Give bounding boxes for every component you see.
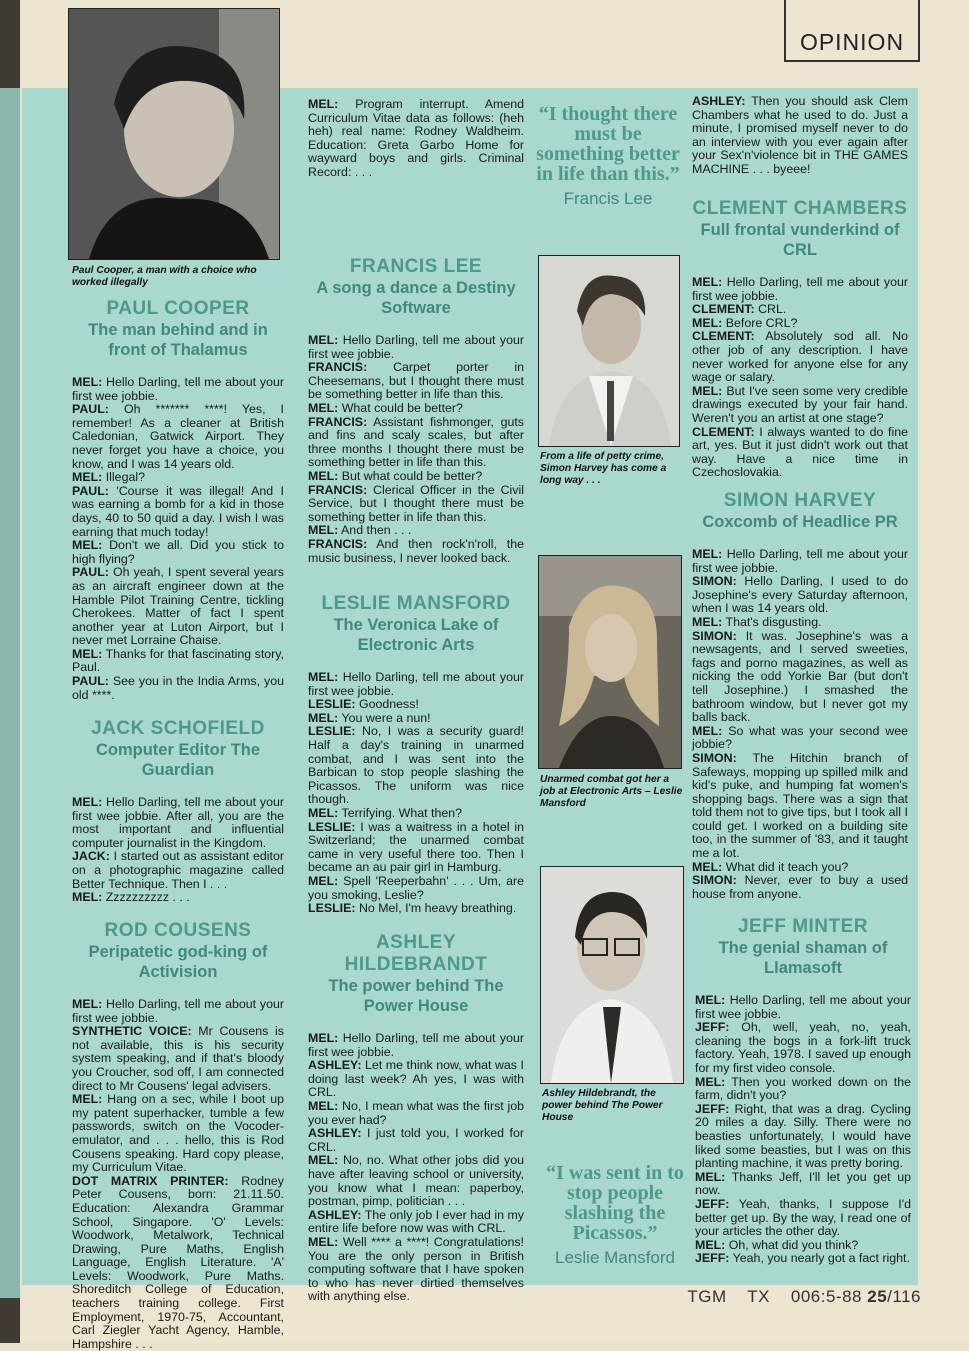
article-francis-lee	[308, 256, 524, 565]
speech-text: Hello Darling, tell me about your first wee jobbie.	[308, 670, 524, 698]
speaker-label: MEL:	[692, 275, 723, 289]
speaker-label: LESLIE:	[308, 901, 356, 916]
speaker-label: MEL:	[308, 710, 339, 725]
caption-leslie-mansford: Unarmed combat got her a job at Electronic Arts – Leslie Mansford	[540, 774, 683, 809]
speech-text: No Mel, I'm heavy breathing.	[355, 901, 517, 916]
interviewee-name: ASHLEY HILDEBRANDT	[344, 932, 488, 975]
speech-text: See you in the India Arms, you old ****.	[72, 674, 284, 702]
photo-paul-cooper	[68, 8, 280, 260]
speech-text: Hello Darling, tell me about your first wee jobbie.	[72, 375, 284, 403]
portrait-image	[539, 556, 681, 768]
interview-text	[695, 994, 911, 1266]
speaker-label: MEL:	[308, 1098, 339, 1113]
speech-text: Hello Darling, tell me about your first wee jobbie.	[308, 333, 524, 361]
speech-text: Well **** a ****! Congratulations! You are the only person in British computing software that I have spoken to who has never dirtied themselves with anything else.	[308, 1234, 524, 1304]
speaker-label: PAUL:	[72, 565, 109, 580]
speaker-label: LESLIE:	[308, 697, 356, 712]
speech-text: Mr Cousens is not available, this is his security system speaking, and if that's bloody you Croucher, sod off, I am connected direct to Mr Cousens' legal advisers.	[72, 1024, 284, 1093]
speaker-label: MEL:	[308, 1234, 339, 1249]
speaker-label: MEL:	[695, 993, 726, 1007]
speaker-label: SIMON:	[692, 628, 737, 643]
speech-text: Never, ever to buy a used house from anyone.	[692, 873, 908, 901]
speech-text: And then . . .	[338, 523, 412, 538]
pull-quote-attribution: Francis Lee	[563, 189, 653, 208]
speaker-label: MEL:	[308, 523, 339, 538]
article-paul-cooper	[72, 298, 284, 702]
photo-ashley-hildebrandt	[540, 866, 684, 1084]
article-ashley-hildebrandt-continued	[692, 95, 908, 177]
speaker-label: SIMON:	[692, 873, 737, 888]
interviewee-name: PAUL COOPER	[106, 298, 250, 319]
speech-text: Hello Darling, tell me about your first wee jobbie.	[692, 275, 908, 303]
speech-text: What could be better?	[338, 400, 463, 415]
speech-text: CRL.	[754, 302, 787, 317]
speaker-label: PAUL:	[72, 402, 109, 417]
speech-text: Clerical Officer in the Civil Service, but I thought there must be something better in life than this.	[308, 482, 524, 524]
speech-text: Hello Darling, tell me about your first wee jobbie.	[72, 997, 284, 1025]
interview-text	[692, 276, 908, 480]
speaker-label: ASHLEY:	[308, 1207, 362, 1222]
speaker-label: PAUL:	[72, 674, 109, 689]
article-simon-harvey	[692, 490, 908, 901]
section-title: OPINION	[799, 29, 905, 55]
speech-text: Yeah, you nearly got a fact right.	[729, 1251, 910, 1266]
footer-page-total: /116	[887, 1287, 921, 1306]
speech-text: Illegal?	[102, 470, 145, 485]
interview-text	[72, 998, 284, 1351]
speech-text: Thanks for that fascinating story, Paul.	[72, 646, 284, 675]
speaker-label: LESLIE:	[308, 724, 356, 739]
speech-text: Carpet porter in Cheesemans, but I thought there must be something better in life than this.	[308, 360, 524, 402]
footer-page-number: 25	[867, 1287, 888, 1306]
speech-text: Before CRL?	[722, 315, 798, 330]
speaker-label: CLEMENT:	[692, 424, 755, 439]
speaker-label: MEL:	[72, 538, 103, 553]
page-footer	[687, 1287, 921, 1307]
portrait-image	[539, 256, 679, 446]
speech-text: Let me think now, what was I doing last week? Ah yes, I was with CRL.	[308, 1058, 524, 1100]
portrait-image	[69, 9, 279, 259]
interview-text	[692, 548, 908, 901]
speaker-label: MEL:	[308, 400, 339, 415]
speaker-label: CLEMENT:	[692, 302, 755, 317]
speaker-label: JEFF:	[695, 1196, 730, 1211]
speech-text: Hang on a sec, while I boot up my patent superhacker, tumble a few passwords, switch on the Vocoder-emulator, and . . . hello, this is Rod Cousens speaking. Hard copy please, my Curriculum Vitae.	[72, 1092, 284, 1175]
speaker-label: MEL:	[72, 890, 103, 905]
interviewee-name: ROD COUSENS	[104, 920, 252, 941]
pull-quote-attribution: Leslie Mansford	[554, 1248, 675, 1267]
footer-magazine: TGM	[687, 1287, 727, 1306]
speaker-label: MEL:	[72, 1092, 103, 1107]
speech-text: Spell 'Reeperbahn' . . . Um, are you smoking, Leslie?	[308, 873, 524, 902]
footer-tx: TX	[747, 1287, 770, 1306]
speaker-label: SYNTHETIC VOICE:	[72, 1024, 192, 1039]
speaker-label: MEL:	[308, 873, 339, 888]
speaker-label: MEL:	[308, 1031, 339, 1045]
speech-text: I always wanted to do fine art, yes. But it just didn't work out that way. Have a nice time in Czechoslovakia.	[692, 424, 908, 480]
speaker-label: CLEMENT:	[692, 329, 755, 344]
caption-ashley-hildebrandt: Ashley Hildebrandt, the power behind The Power House	[542, 1088, 663, 1123]
speech-text: Oh, what did you think?	[725, 1237, 859, 1252]
speech-text: Program interrupt. Amend Curriculum Vitae data as follows: (heh heh) real name: Rodney Waldheim. Education: Greta Garbo Home for wayward boys and girls. Criminal Record: . . .	[308, 97, 524, 179]
speech-text: But I've seen some very credible drawings executed by your fair hand. Weren't you an artist at one stage?	[692, 383, 908, 425]
speaker-label: FRANCIS:	[308, 414, 368, 429]
interview-text	[692, 95, 908, 177]
speech-text: And then rock'n'roll, the music business, I never looked back.	[308, 536, 524, 565]
speaker-label: MEL:	[72, 795, 103, 809]
caption-simon-harvey: From a life of petty crime, Simon Harvey has come a long way . . .	[540, 451, 667, 486]
speech-text: That's disgusting.	[722, 614, 822, 629]
speech-text: No, no. What other jobs did you have after leaving school or university, you know what I mean: paperboy, postman, pimp, politician . . .	[308, 1153, 524, 1209]
speaker-label: MEL:	[308, 333, 339, 347]
speech-text: Thanks Jeff, I'll let you get up now.	[695, 1169, 911, 1198]
speaker-label: ASHLEY:	[308, 1126, 362, 1141]
speech-text: I was a waitress in a hotel in Switzerland; the unarmed combat came in very useful there too. Then I became an au pair girl in Hamburg.	[308, 819, 524, 875]
interview-text	[72, 376, 284, 702]
section-header	[784, 0, 920, 62]
interviewee-name: JEFF MINTER	[737, 916, 869, 937]
footer-issue: 006:5-88	[790, 1287, 863, 1306]
speech-text: The only job I ever had in my entire life before now was with CRL.	[308, 1207, 524, 1236]
speech-text: Absolutely sod all. No other job of any description. I have never worked for anyone else for any wage or salary.	[692, 329, 908, 385]
speech-text: I started out as assistant editor on a photographic magazine called Better Technique. Then I . . .	[72, 849, 284, 891]
speaker-label: JEFF:	[695, 1101, 730, 1116]
interview-text	[72, 796, 284, 905]
pull-quote	[533, 104, 683, 209]
article-ashley-hildebrandt	[308, 932, 524, 1304]
article-leslie-mansford	[308, 593, 524, 916]
speaker-label: PAUL:	[72, 483, 109, 498]
article-rod-cousens	[72, 920, 284, 1351]
speaker-label: DOT MATRIX PRINTER:	[72, 1173, 229, 1188]
speaker-label: MEL:	[308, 670, 339, 684]
speech-text: Rodney Peter Cousens, born: 21.11.50. Education: Alexandra Grammar School, Singapore. 'O' Levels: Woodwork, Metalwork, Technical Drawing, Pure Maths, English Language, English Literature. 'A' Levels: Woodwork, Pure Maths. Shoreditch College of Education, teachers training college. First Employment, 1970-75, Accountant, Carl Ziegler Yacht Agency, Hamble, Hampshire . . .	[72, 1173, 284, 1351]
interviewee-name: JACK SCHOFIELD	[91, 718, 265, 739]
speech-text: I just told you, I worked for CRL.	[308, 1126, 524, 1154]
speaker-label: MEL:	[695, 1074, 726, 1089]
speech-text: No, I was a security guard! Half a day's training in unarmed combat, and I was sent into the Barbican to stop people slashing the Picassos. The uniform was nice though.	[308, 724, 524, 807]
speech-text: Don't we all. Did you stick to high flying?	[72, 538, 284, 566]
interviewee-subtitle: Coxcomb of Headlice PR	[702, 513, 898, 531]
speaker-label: MEL:	[692, 547, 723, 561]
speech-text: Zzzzzzzzzz . . .	[102, 890, 190, 905]
interviewee-name: LESLIE MANSFORD	[321, 593, 511, 614]
interview-text	[308, 334, 524, 565]
speech-text: No, I mean what was the first job you ever had?	[308, 1098, 524, 1127]
speaker-label: MEL:	[695, 1237, 726, 1252]
speech-text: Hello Darling, tell me about your first wee jobbie.	[308, 1031, 524, 1059]
interviewee-subtitle: Full frontal vunderkind of CRL	[700, 221, 900, 259]
article-rod-cousens-continued	[308, 98, 524, 180]
pull-quote-text: “I was sent in to stop people slashing the Picassos.”	[546, 1162, 684, 1244]
speech-text: It was. Josephine's was a newsagents, and I served sweeties, fags and porno magazines, as well as nicking the odd Yorkie Bar (but don't tell Josephine.) I smashed the bathroom window, but I never got my balls back.	[692, 628, 908, 725]
interview-text	[308, 1032, 524, 1304]
interviewee-name: CLEMENT CHAMBERS	[692, 198, 908, 219]
speaker-label: JEFF:	[695, 1251, 730, 1266]
speech-text: Hello Darling, tell me about your first wee jobbie. After all, you are the most important and influential computer journalist in the Kingdom.	[72, 795, 284, 850]
interviewee-name: SIMON HARVEY	[723, 490, 877, 511]
article-jack-schofield	[72, 718, 284, 905]
speaker-label: ASHLEY:	[692, 94, 746, 108]
speech-text: Oh, well, yeah, no, yeah, cleaning the bogs in a fork-lift truck factory. Yeah, 1978. I saved up enough for my first video console.	[695, 1020, 911, 1075]
speech-text: Oh ******* ****! Yes, I remember! As a cleaner at British Caledonian, Gatwick Airport. They never forget you have a choice, you know, and I was 14 years old.	[72, 402, 284, 471]
speech-text: Hello Darling, tell me about your first wee jobbie.	[695, 993, 911, 1021]
speaker-label: MEL:	[692, 383, 723, 398]
caption-paul-cooper: Paul Cooper, a man with a choice who worked illegally	[72, 265, 257, 288]
speaker-label: MEL:	[72, 470, 103, 485]
speech-text: Right, that was a drag. Cycling 20 miles a day. Silly. There were no beasties unfortunately, I would have liked some beasties, but I was on this planting machine, it was pretty boring.	[695, 1101, 911, 1171]
photo-leslie-mansford	[538, 555, 682, 769]
speaker-label: MEL:	[308, 1153, 339, 1168]
speech-text: Goodness!	[355, 697, 419, 712]
speech-text: Assistant fishmonger, guts and fins and scaly scales, but after three months I thought there must be something better in life than this.	[308, 414, 524, 470]
speaker-label: MEL:	[72, 646, 103, 661]
pull-quote	[540, 1163, 690, 1268]
speaker-label: JEFF:	[695, 1020, 730, 1035]
speech-text: The Hitchin branch of Safeways, mopping up spilled milk and kid's puke, and humping fat women's shopping bags. There was a sign that told them not to give tips, but I took all I could get. I worked on a building site too, in the summer of '83, and it taught me a lot.	[692, 750, 908, 861]
interviewee-name: FRANCIS LEE	[349, 256, 483, 277]
portrait-image	[541, 867, 683, 1083]
speech-text: Then you worked down on the farm, didn't you?	[695, 1074, 911, 1103]
speaker-label: SIMON:	[692, 750, 737, 765]
speaker-label: LESLIE:	[308, 819, 356, 834]
speech-text: So what was your second wee jobbie?	[692, 723, 908, 752]
gutter-teal-strip	[0, 88, 20, 1298]
interviewee-subtitle: The Veronica Lake of Electronic Arts	[333, 616, 499, 654]
pull-quote-text: “I thought there must be something better in life than this.”	[536, 103, 680, 185]
speaker-label: MEL:	[72, 375, 103, 389]
interview-text	[308, 671, 524, 916]
speaker-label: MEL:	[695, 1169, 726, 1184]
speaker-label: JACK:	[72, 849, 110, 864]
speaker-label: FRANCIS:	[308, 360, 368, 375]
interviewee-subtitle: The genial shaman of Llamasoft	[718, 939, 888, 977]
interviewee-subtitle: The man behind and in front of Thalamus	[88, 321, 268, 359]
interviewee-subtitle: The power behind The Power House	[328, 977, 504, 1015]
speech-text: But what could be better?	[338, 468, 483, 483]
speech-text: Hello Darling, I used to do Josephine's every Saturday afternoon, when I was 14 years old.	[692, 574, 908, 616]
article-jeff-minter	[695, 916, 911, 1266]
interviewee-subtitle: Peripatetic god-king of Activision	[88, 943, 268, 981]
interview-text	[308, 98, 524, 180]
speaker-label: MEL:	[72, 997, 103, 1011]
article-clement-chambers	[692, 198, 908, 480]
speaker-label: MEL:	[692, 723, 723, 738]
speaker-label: MEL:	[308, 468, 339, 483]
interviewee-subtitle: A song a dance a Destiny Software	[316, 279, 516, 317]
speaker-label: MEL:	[308, 97, 339, 111]
speech-text: 'Course it was illegal! And I was earning a bomb for a kid in those days, 40 to 50 quid a day. I wish I was earning that much today!	[72, 483, 284, 539]
speaker-label: FRANCIS:	[308, 536, 368, 551]
speech-text: Then you should ask Clem Chambers what he used to do. Just a minute, I promised myself never to do an interview with you ever again after your Sex'n'violence bit in THE GAMES MACHINE . . . byeee!	[692, 94, 908, 176]
speaker-label: ASHLEY:	[308, 1058, 362, 1073]
speech-text: Yeah, thanks, I suppose I'd better get up. By the way, I read one of your articles the other day.	[695, 1196, 911, 1239]
photo-simon-harvey	[538, 255, 680, 447]
speaker-label: FRANCIS:	[308, 482, 368, 497]
interviewee-subtitle: Computer Editor The Guardian	[95, 741, 261, 779]
speech-text: Hello Darling, tell me about your first wee jobbie.	[692, 547, 908, 575]
speaker-label: MEL:	[692, 614, 723, 629]
speech-text: Oh yeah, I spent several years as an aircraft engineer down at the Hamble Pilot Training Centre, tickling Cherokees. Matter of fact I spent another year at Luton Airport, but I never met Lorraine Chaise.	[72, 565, 284, 648]
speech-text: You were a nun!	[338, 710, 431, 725]
speaker-label: SIMON:	[692, 574, 737, 589]
speaker-label: MEL:	[692, 315, 723, 330]
speaker-label: MEL:	[308, 805, 339, 820]
speaker-label: MEL:	[692, 859, 723, 874]
speech-text: What did it teach you?	[722, 859, 849, 874]
speech-text: Terrifying. What then?	[338, 805, 463, 820]
